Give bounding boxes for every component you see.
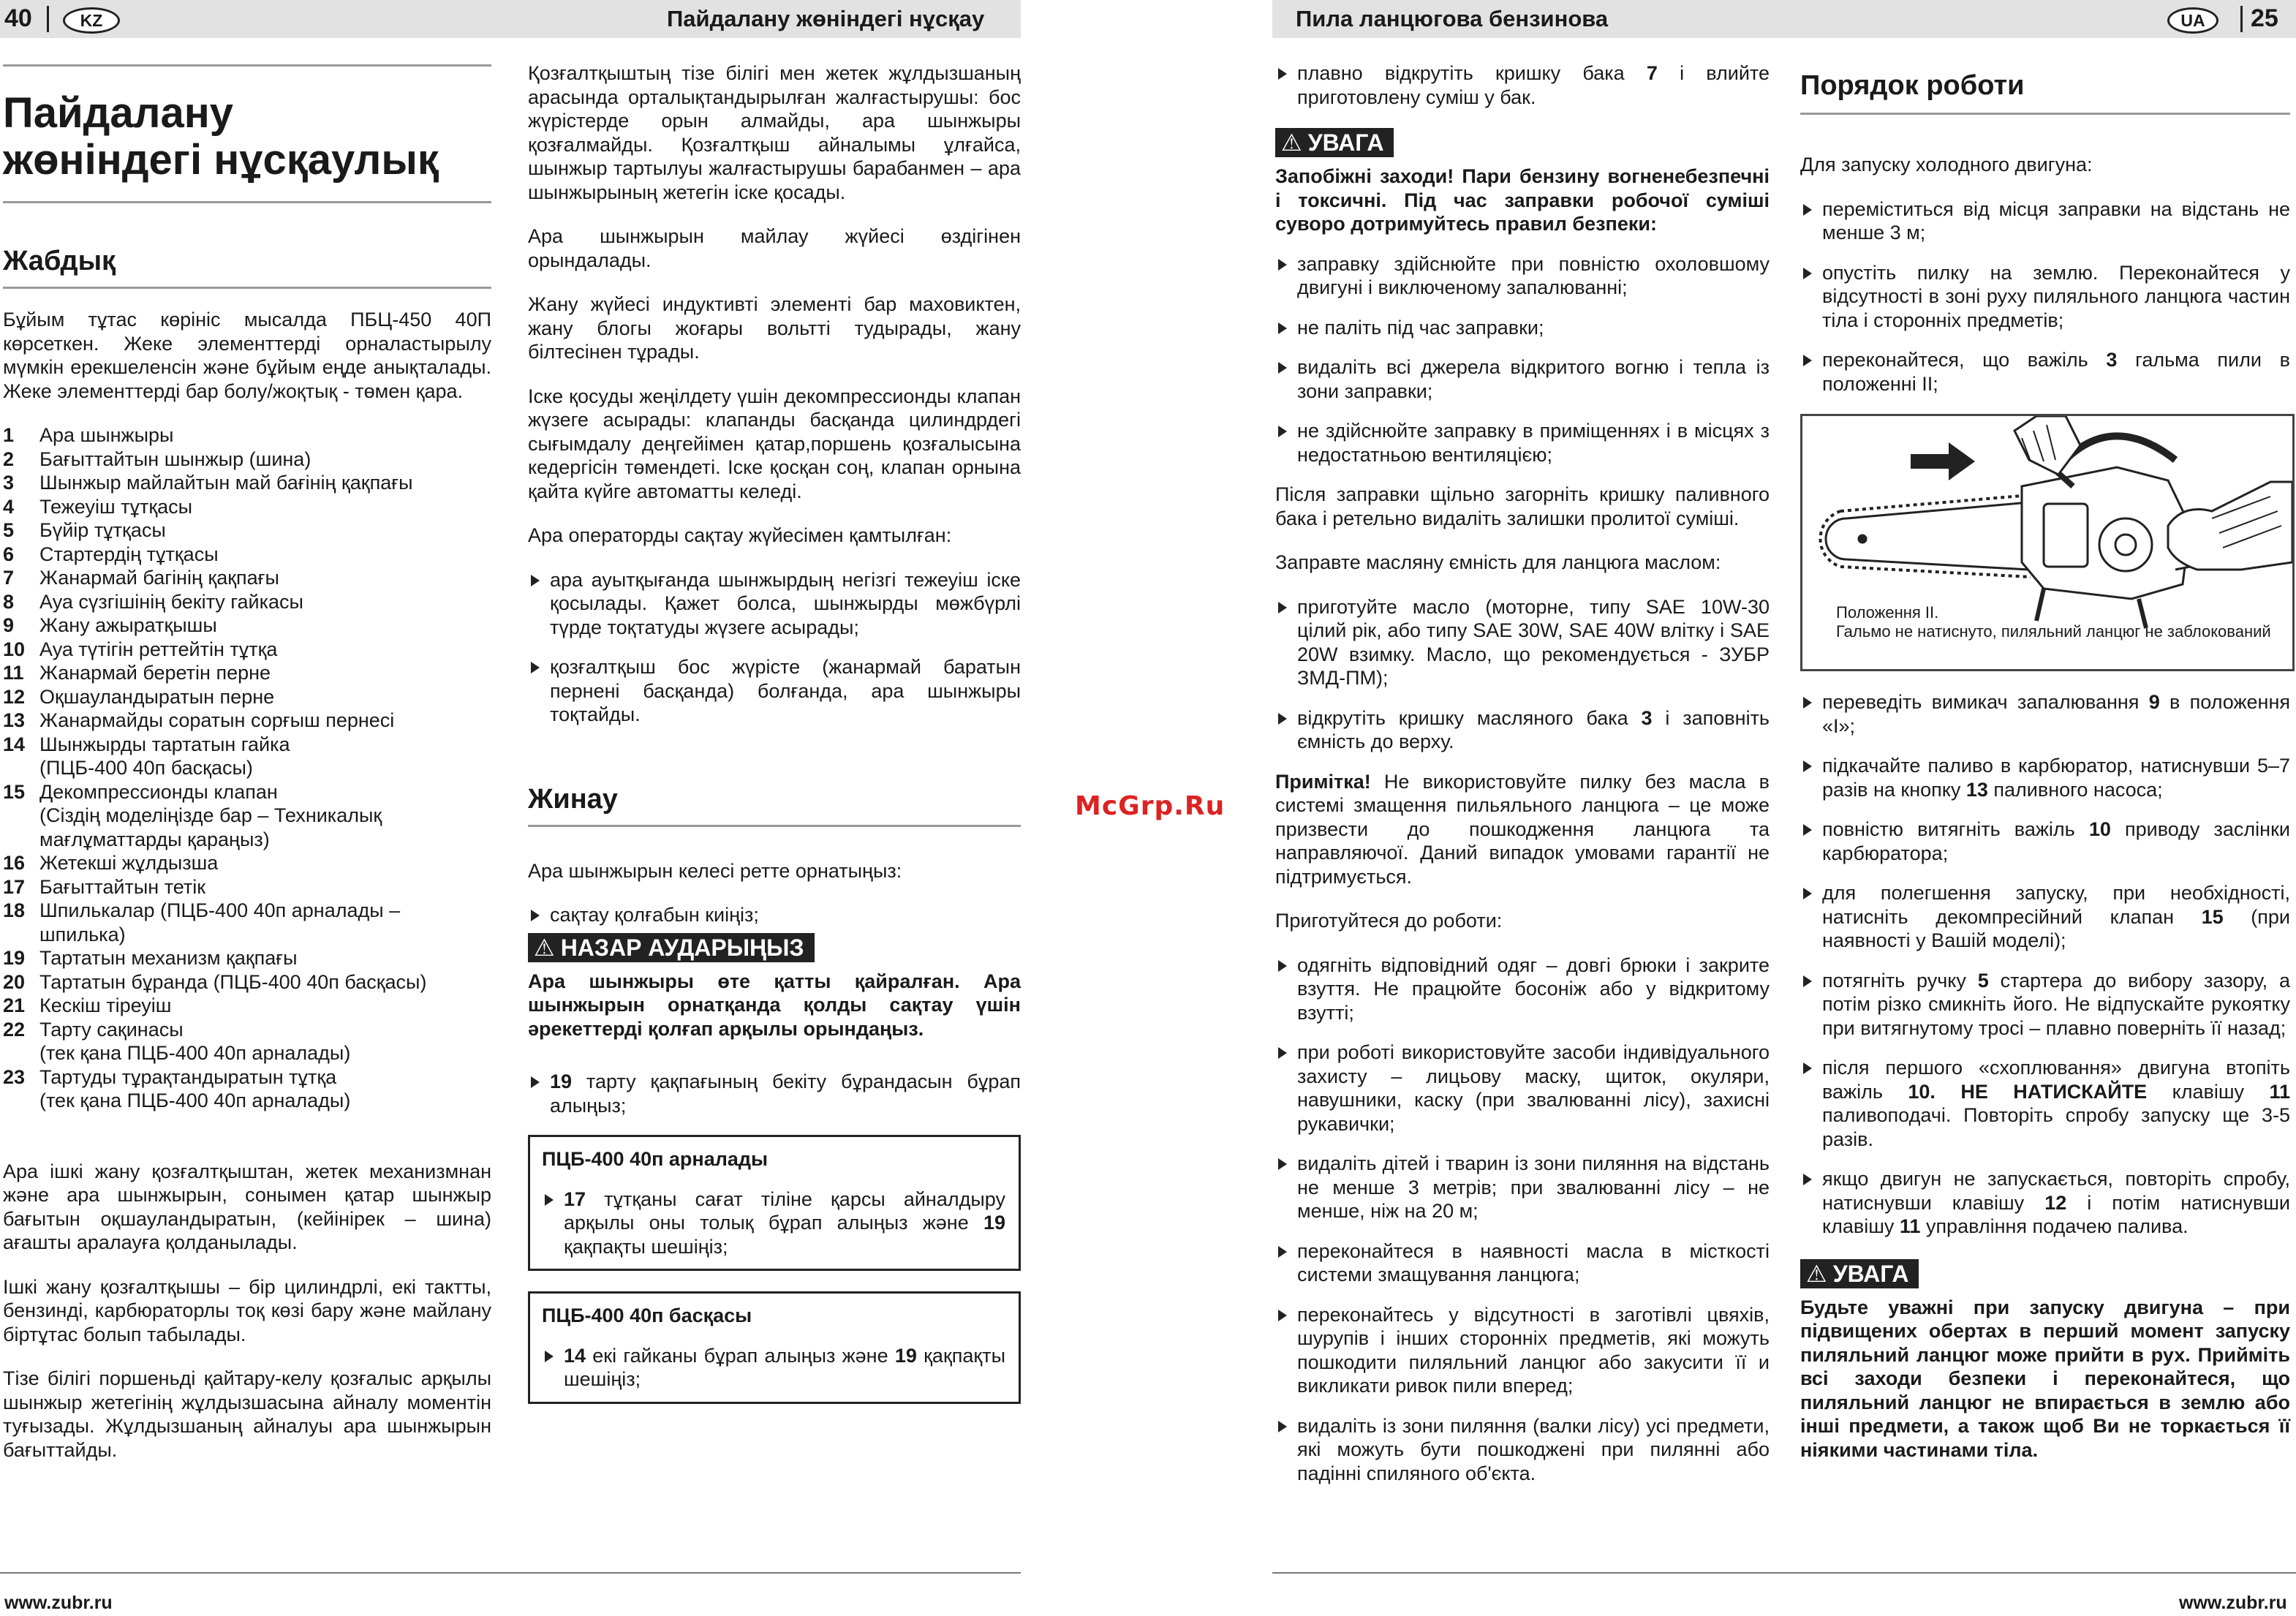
- part-number: 6: [3, 543, 15, 565]
- part-label: Шынжыр майлайтын май бағінің қақпағы: [39, 472, 413, 494]
- list-item: видаліть із зони пиляння (валки лісу) усі предмети, які можуть бути пошкоджені при пилянні або падінні спиляного об'єкта.: [1275, 1414, 1770, 1486]
- title-rule-top: [3, 64, 491, 67]
- warning-icon: ⚠: [1281, 129, 1302, 156]
- list-item: переконайтеся в наявності масла в місткості системи змащування ланцюга;: [1275, 1239, 1770, 1287]
- parts-list-item: [3, 1065, 491, 1113]
- figure-caption: [1836, 603, 2271, 641]
- part-number: 9: [3, 614, 15, 636]
- part-label: Тартуды тұрақтандыратын тұтқа (тек қана ПЦБ-400 40п арналады): [39, 1065, 351, 1111]
- list-item: қозғалтқыш бос жүрісте (жанармай баратын пернені басқанда) болғанда, ара шынжыры тоқтайды.: [528, 655, 1021, 727]
- part-number: 8: [3, 590, 15, 613]
- list-text: переведіть вимикач запалювання: [1822, 691, 2149, 713]
- emphasis-text: . НЕ НАТИСКАЙТЕ: [1930, 1080, 2148, 1103]
- list-text: і влийте приготовлену суміш у бак.: [1297, 62, 1770, 108]
- list-item: [542, 1344, 1005, 1392]
- title-rule-bottom: [3, 201, 491, 203]
- list-text: стартера до вибору зазору, а потім різко смикніть його. Не відпускайте рукоятку при витягнутому тросі – плавно поверніть її назад;: [1822, 969, 2290, 1039]
- list-item: опустіть пилку на землю. Переконайтеся у відсутності в зоні руху пиляльного ланцюга частин тіла і сторонніх предметів;: [1800, 261, 2290, 333]
- parts-list-item: [3, 495, 491, 519]
- list-item: переконайтесь у відсутності в заготівлі цвяхів, шурупів і інших сторонніх предметів, які можуть пошкодити пиляльний ланцюг або закусити її и викликати ривок пили вперед;: [1275, 1303, 1770, 1398]
- part-label: Жетекші жұлдызша: [39, 852, 219, 874]
- fuel-fill-list: [1275, 61, 1770, 109]
- part-label: Ара шынжыры: [39, 424, 174, 446]
- col2-paragraph-5: Ара операторды сақтау жүйесімен қамтылған:: [528, 524, 952, 546]
- part-label: Бүйір тұтқасы: [39, 519, 166, 541]
- warning-text: Запобіжні заходи! Пари бензину вогненебезпечні і токсичні. Під час заправки робочої суміші суворо дотримуйтесь правил безпеки:: [1275, 165, 1770, 235]
- section-rule: [3, 287, 491, 289]
- part-number: 4: [3, 495, 15, 518]
- note-text: Не використовуйте пилку без масла в системі змащення пильяльного ланцюга – це може призвести до пошкодження ланцюга та направляючої. Даний випадок умовами гарантії не підтримується.: [1275, 770, 1770, 888]
- assembly-rule: [528, 825, 1021, 827]
- list-item: [542, 1188, 1005, 1259]
- part-number: 7: [1646, 62, 1658, 84]
- list-text: қақпақты шешіңіз;: [564, 1344, 1005, 1390]
- list-item: [1800, 881, 2290, 953]
- part-number: 12: [3, 685, 26, 708]
- left-column-2: [528, 61, 1021, 1424]
- left-page-number: 40: [4, 4, 32, 32]
- list-text: паливоподачі. Повторіть спробу запуску ще 3-5 разів.: [1822, 1104, 2290, 1150]
- page-title-line1: Пайдалану: [3, 89, 234, 137]
- list-text: плавно відкрутіть кришку бака: [1297, 62, 1647, 84]
- list-text: потягніть ручку: [1822, 969, 1978, 992]
- col2-paragraph-3: Жану жүйесі индуктивті элементі бар маховиктен, жану блогы жоғары вольтті тудырады, жану білтесінен тұрады.: [528, 293, 1021, 363]
- part-label: Жанармай багінің қақпағы: [39, 567, 279, 589]
- list-text: для полегшення запуску, при необхідності, натисніть декомпресійний клапан: [1822, 882, 2290, 928]
- right-column-1: [1275, 61, 1770, 1503]
- part-number: 19: [550, 1071, 573, 1092]
- part-number: 12: [2044, 1191, 2067, 1214]
- part-number: 2: [3, 448, 15, 470]
- list-text: тұтқаны сағат тіліне қарсы айналдыру арқылы оны толық бұрап алыңыз және: [564, 1188, 1005, 1234]
- box-model-other: [528, 1291, 1021, 1404]
- part-number: 19: [3, 947, 26, 969]
- parts-list-item: [3, 638, 491, 662]
- box-list: [542, 1344, 1005, 1392]
- parts-list-item: [3, 590, 491, 614]
- list-text: қақпақты шешіңіз;: [564, 1235, 728, 1258]
- part-number: 10: [3, 638, 26, 660]
- fuel-safety-list: [1275, 252, 1770, 467]
- col2-paragraph-2: Ара шынжырын майлау жүйесі өздігінен орындалады.: [528, 225, 1021, 271]
- list-item: видаліть всі джерела відкритого вогню і тепла із зони заправки;: [1275, 355, 1770, 403]
- list-text: і потім натиснувши клавішу: [1822, 1191, 2290, 1237]
- part-label: Шпилькалар (ПЦБ-400 40п арналады – шпилька): [39, 899, 401, 945]
- box-list: [542, 1188, 1005, 1259]
- list-text: приводу заслінки карбюратора;: [1822, 818, 2290, 864]
- list-text: після першого «схоплювання» двигуна втопіть важіль: [1822, 1057, 2290, 1103]
- parts-list-item: [3, 899, 491, 946]
- part-number: 17: [564, 1188, 586, 1210]
- figure-caption-line1: Положення II.: [1836, 603, 1939, 622]
- work-rule: [1800, 113, 2290, 115]
- part-number: 3: [2106, 349, 2118, 371]
- parts-list-item: [3, 543, 491, 567]
- part-label: Бағыттайтын шынжыр (шина): [39, 448, 311, 470]
- part-number: 13: [1965, 778, 1988, 801]
- parts-list-item: [3, 946, 491, 970]
- page-title-line2: жөніндегі нұсқаулық: [3, 136, 439, 184]
- part-label: Тартатын механизм қақпағы: [39, 947, 298, 969]
- part-number: 10: [1908, 1080, 1930, 1103]
- left-column-1: [3, 64, 491, 1482]
- warning-icon: ⚠: [1806, 1260, 1827, 1287]
- section-assembly-heading: Жинау: [528, 783, 618, 815]
- list-text: повністю витягніть важіль: [1822, 818, 2089, 840]
- list-text: управління подачею палива.: [1920, 1215, 2189, 1237]
- left-header-divider: [47, 6, 49, 32]
- list-text: паливного насоса;: [1987, 778, 2163, 801]
- list-item: заправку здійснюйте при повністю охоловшому двигуні і виключеному запалюванні;: [1275, 252, 1770, 300]
- list-item: переміститься від місця заправки на відстань не менше 3 м;: [1800, 197, 2290, 245]
- part-number: 20: [3, 970, 26, 993]
- warning-text: Будьте уважні при запуску двигуна – при підвищених обертах в перший момент запуску пиляльний ланцюг може прийти в рух. Прийміть всі заходи безпеки і переконайтеся, що пиляльний ланцюг не впирається в землю або інші предмети, а також щоб Ви не торкається її ніякими частинами тіла.: [1800, 1296, 2290, 1461]
- part-number: 1: [3, 424, 15, 446]
- part-number: 15: [3, 780, 26, 803]
- list-item: [1800, 1056, 2290, 1151]
- part-number: 18: [3, 899, 26, 921]
- paragraph-1: Ара ішкі жану қозғалтқыштан, жетек механизмнан және ара шынжырын, сонымен қатар шынжыр бағытын оқшауландыратын, (кейінірек – шина) ағашты аралауға қолданылады.: [3, 1160, 491, 1253]
- left-lang-badge: KZ: [63, 7, 120, 34]
- part-label: Тежеуіш тұтқасы: [39, 495, 193, 518]
- list-item: [528, 1070, 1021, 1117]
- cold-start-list: [1800, 197, 2290, 396]
- part-number: 11: [2269, 1080, 2290, 1103]
- part-number: 5: [3, 519, 15, 541]
- start-procedure-list: [1800, 690, 2290, 1239]
- warning-text: Ара шынжыры өте қатты қайралған. Ара шынжырын орнатқанда қолды сақтау үшін әрекеттерді қолғап арқылы орындаңыз.: [528, 970, 1021, 1040]
- right-footer-url[interactable]: www.zubr.ru: [2179, 1593, 2287, 1613]
- part-label: Жанармай беретін перне: [39, 662, 271, 684]
- parts-list-item: [3, 423, 491, 448]
- note-label: Примітка!: [1275, 770, 1371, 793]
- list-item: не паліть під час заправки;: [1275, 316, 1770, 340]
- left-footer-rule: [0, 1572, 1021, 1574]
- box-title: ПЦБ-400 40п арналады: [542, 1148, 769, 1170]
- list-item: при роботі використовуйте засоби індивідуального захисту – лицьову маску, щиток, окуляри, навушники, каску (при звалюванні лісу), захисні рукавички;: [1275, 1041, 1770, 1136]
- list-item: ара ауытқығанда шынжырдың негізгі тежеуіш іске қосылады. Қажет болса, шынжырды мөжбүрлі түрде тоқтатуды жүзеге асырады;: [528, 568, 1021, 640]
- part-number: 3: [1641, 706, 1653, 729]
- parts-list-item: [3, 613, 491, 638]
- prepare-list: [1275, 954, 1770, 1486]
- parts-list-item: [3, 994, 491, 1018]
- box-title: ПЦБ-400 40п басқасы: [542, 1304, 752, 1326]
- list-item: приготуйте масло (моторне, типу SAE 10W-30 цілий рік, або типу SAE 30W, SAE 40W влітку і SAE 20W взимку. Масло, що рекомендується - ЗУБР ЗМД-ПМ);: [1275, 595, 1770, 690]
- left-footer-url[interactable]: www.zubr.ru: [4, 1593, 113, 1613]
- equipment-intro: Бұйым тұтас көрініс мысалда ПБЦ-450 40П көрсеткен. Жеке элементтерді орналастырылу мүмкін ерекшеленсін және бұйым еңде анықталады. Жеке элементтерді бар болу/жоқтық - төмен қара.: [3, 309, 491, 402]
- col2-paragraph-4: Іске қосуды жеңілдету үшін декомпрессионды клапан жүзеге асырады: клапанды басқанда цилиндрдегі сығымдалу деңгейімен қатар,поршень қозғалысына кедергісін төмендеті. Іске қосқан соң, клапан орнына қайта күйге автоматты келеді.: [528, 385, 1021, 502]
- parts-list-item: [3, 518, 491, 543]
- list-text: якщо двигун не запускається, повторіть спробу, натиснувши клавішу: [1822, 1168, 2290, 1214]
- part-number: 3: [3, 472, 15, 494]
- list-text: переконайтеся, що важіль: [1822, 349, 2107, 371]
- right-column-2-lower: [1800, 690, 2290, 1482]
- parts-list-item: [3, 1018, 491, 1065]
- guide-bar: [1820, 495, 2031, 577]
- right-lang-badge: UA: [2167, 7, 2218, 34]
- parts-list-item: [3, 566, 491, 590]
- part-number: 14: [564, 1344, 586, 1367]
- assembly-intro: Ара шынжырын келесі ретте орнатыңыз:: [528, 859, 902, 882]
- list-item: [1800, 754, 2290, 801]
- chainsaw-figure: [1800, 414, 2295, 671]
- parts-list-item: [3, 448, 491, 472]
- parts-list-item: [3, 875, 491, 899]
- parts-list-item: [3, 780, 491, 852]
- list-item: [1800, 818, 2290, 865]
- part-label: Оқшауландыратын перне: [39, 685, 275, 708]
- list-text: (при наявності у Вашій моделі);: [1822, 905, 2290, 951]
- direction-arrow-icon: [1911, 442, 1975, 480]
- col2-paragraph-1: Қозғалтқыштың тізе білігі мен жетек жұлдызшаның арасында орталықтандырылған жалғастырушы: бос жүрістерде орын алмайды, ара шынжыры қозғалмайды. Қозғалтқыш айналымы ұлғайса, шынжыр тартылуы жалғастырушы барабанмен – ара шынжырының жетегін іске қосады.: [528, 62, 1021, 203]
- list-text: екі гайканы бұрап алыңыз және: [586, 1344, 895, 1367]
- list-text: в положення «I»;: [1822, 691, 2290, 737]
- list-item: [1800, 690, 2290, 738]
- box-model-400: [528, 1135, 1021, 1271]
- part-number: 13: [3, 709, 26, 731]
- parts-list-item: [3, 661, 491, 685]
- part-label: Шынжырды тартатын гайка (ПЦБ-400 40п басқасы): [39, 733, 290, 779]
- section-equipment-heading: Жабдық: [3, 246, 116, 276]
- warning-badge: [1275, 128, 1394, 157]
- part-number: 16: [3, 852, 26, 874]
- parts-list-item: [3, 970, 491, 994]
- right-header-title: Пила ланцюгова бензинова: [1296, 6, 1609, 31]
- list-item: [1800, 969, 2290, 1041]
- oil-list: [1275, 595, 1770, 754]
- parts-list-item: [3, 709, 491, 733]
- parts-list-item: [3, 733, 491, 780]
- right-page-number: 25: [2251, 4, 2278, 32]
- part-number: 19: [894, 1344, 917, 1367]
- part-number: 22: [3, 1018, 26, 1041]
- after-fuel-paragraph: Після заправки щільно загорніть кришку паливного бака і ретельно видаліть залишки пролитої суміші.: [1275, 483, 1770, 529]
- warning-badge: [1800, 1259, 1919, 1288]
- list-item: видаліть дітей і тварин із зони пиляння на відстань не менше 3 метрів; при звалюванні лісу – не менше, ніж на 20 м;: [1275, 1152, 1770, 1223]
- right-column-2: [1800, 69, 2290, 413]
- col2-bullet-list: [528, 568, 1021, 727]
- note-paragraph: [1275, 770, 1770, 889]
- assembly-list: [528, 903, 1021, 927]
- warning-label: УВАГА: [1832, 1260, 1909, 1287]
- part-number: 19: [983, 1212, 1005, 1234]
- part-label: Ауа түтігін реттейтін тұтқа: [39, 638, 278, 660]
- list-item: [1800, 1167, 2290, 1239]
- right-footer-rule: [1272, 1572, 2296, 1574]
- list-item: [1275, 61, 1770, 109]
- list-text: тарту қақпағының бекіту бұрандасын бұрап алыңыз;: [550, 1071, 1021, 1117]
- part-number: 9: [2148, 691, 2160, 713]
- list-text: гальма пили в положенні II;: [1822, 349, 2290, 395]
- section-work-heading: Порядок роботи: [1800, 70, 2025, 101]
- part-label: Кескіш тіреуіш: [39, 994, 172, 1016]
- part-label: Тартатын бұранда (ПЦБ-400 40п басқасы): [39, 970, 427, 993]
- left-header-title: Пайдалану жөніндегі нұсқау: [667, 6, 985, 31]
- part-label: Декомпрессионды клапан (Сіздің моделіңізде бар – Техникалық мағлұматтарды қараңыз): [39, 780, 382, 850]
- part-label: Тарту сақинасы (тек қана ПЦБ-400 40п арналады): [39, 1018, 351, 1064]
- cold-start-paragraph: Для запуску холодного двигуна:: [1800, 154, 2093, 175]
- list-item: [1800, 348, 2290, 396]
- paragraph-3: Тізе білігі поршеньді қайтару-келу қозғалыс арқылы шынжыр жетегінің жұлдызшасына айналу моментін туғызады. Жұлдызшаның айналуы ара шынжырын бағыттайды.: [3, 1367, 491, 1461]
- list-item: не здійснюйте заправку в приміщеннях і в місцях з недостатньою вентиляцією;: [1275, 419, 1770, 467]
- part-label: Жану ажыратқышы: [39, 614, 217, 636]
- part-label: Стартердің тұтқасы: [39, 543, 219, 565]
- right-header-divider: [2240, 6, 2243, 32]
- warning-badge: [528, 933, 815, 962]
- part-number: 7: [3, 567, 15, 589]
- part-number: 17: [3, 875, 26, 898]
- figure-caption-line2: Гальмо не натиснуто, пиляльний ланцюг не заблокований: [1836, 622, 2271, 641]
- part-number: 11: [1899, 1215, 1921, 1237]
- paragraph-2: Ішкі жану қозғалтқышы – бір цилиндрлі, екі тактты, бензинді, карбюраторлы тоқ көзі бару және майлану біртұтас болып табылады.: [3, 1275, 491, 1345]
- list-text: клавішу: [2147, 1080, 2270, 1103]
- assembly-list-2: [528, 1070, 1021, 1117]
- parts-list-item: [3, 685, 491, 709]
- list-item: одягніть відповідний одяг – довгі брюки і закрите взуття. Не працюйте босоніж або у відкритому взутті;: [1275, 954, 1770, 1025]
- parts-list-item: [3, 851, 491, 875]
- warning-label: НАЗАР АУДАРЫҢЫЗ: [560, 934, 804, 961]
- part-label: Бағыттайтын тетік: [39, 875, 206, 898]
- part-number: 23: [3, 1065, 26, 1088]
- list-item: сақтау қолғабын киіңіз;: [528, 903, 1021, 927]
- part-label: Жанармайды соратын сорғыш пернесі: [39, 709, 395, 731]
- parts-list-item: [3, 471, 491, 495]
- part-number: 10: [2088, 818, 2111, 840]
- part-number: 15: [2201, 905, 2224, 928]
- watermark: McGrp.Ru: [1075, 791, 1226, 821]
- list-text: підкачайте паливо в карбюратор, натиснувши 5–7 разів на кнопку: [1822, 755, 2290, 801]
- part-number: 11: [3, 662, 24, 684]
- list-text: і заповніть ємність до верху.: [1297, 706, 1770, 752]
- parts-list: [3, 423, 491, 1113]
- oil-paragraph: Заправте масляну ємність для ланцюга маслом:: [1275, 551, 1721, 573]
- part-number: 14: [3, 733, 26, 755]
- part-number: 5: [1977, 969, 1989, 992]
- part-label: Ауа сүзгішінің бекіту гайкасы: [39, 590, 303, 613]
- warning-icon: ⚠: [534, 934, 555, 961]
- warning-label: УВАГА: [1307, 129, 1384, 156]
- list-text: відкрутіть кришку масляного бака: [1297, 706, 1642, 729]
- prepare-paragraph: Приготуйтеся до роботи:: [1275, 910, 1503, 932]
- part-number: 21: [3, 994, 26, 1016]
- list-item: [1275, 706, 1770, 754]
